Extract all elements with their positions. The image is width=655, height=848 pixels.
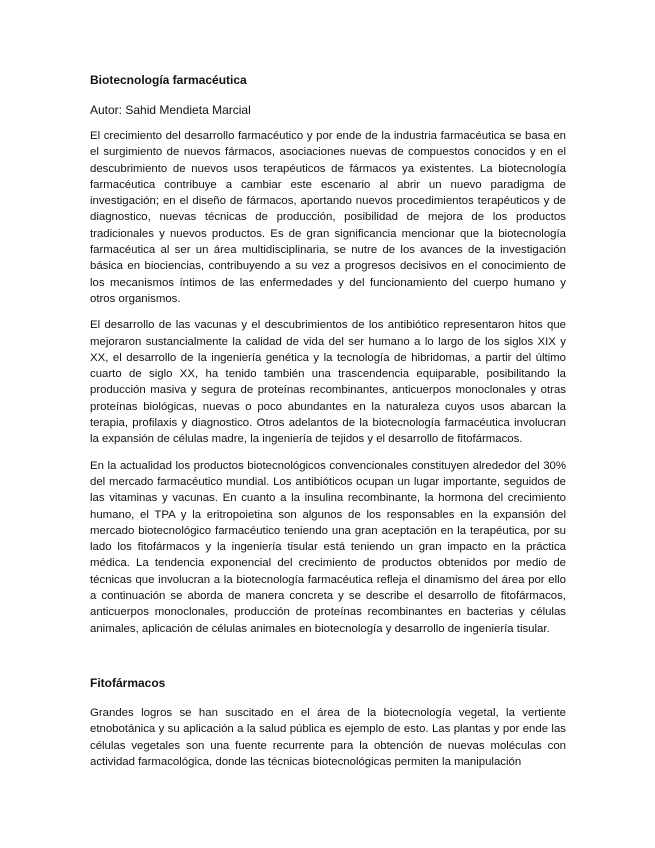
paragraph-fitofarmacos: Grandes logros se han suscitado en el área de la biotecnología vegetal, la vertiente etnobotánica y su aplicación a la salud pública es ejemplo de esto. Las plantas y por ende las células vegetales son una fuente recurrente para la obtención de nuevas moléculas con actividad farmacológica, donde las técnicas biotecnológicas permiten la manipulación <box>90 706 566 768</box>
paragraph-market: En la actualidad los productos biotecnológicos convencionales constituyen alrededor del 30% del mercado farmacéutico mundial. Los antibióticos ocupan un lugar importante, seguidos de las vitaminas y vacunas. En cuanto a la insulina recombinante, la hormona del crecimiento humano, el TPA y la eritropoietina son algunos de los responsables en la expansión del mercado biotecnológico farmacéutico teniendo una gran aceptación en la terapéutica, por su lado los fitofármacos y la ingeniería tisular está teniendo un gran impacto en la práctica médica. La tendencia exponencial del crecimiento de productos obtenidos por medio de técnicas que involucran a la biotecnología farmacéutica refleja el dinamismo del área por ello a continuación se aborda de manera concreta y se describe el desarrollo de fitofármacos, anticuerpos monoclonales, producción de proteínas recombinantes en bacterias y células animales, aplicación de células animales en biotecnología y desarrollo de ingeniería tisular. <box>90 459 566 635</box>
paragraph-intro: El crecimiento del desarrollo farmacéutico y por ende de la industria farmacéutica se basa en el surgimiento de nuevos fármacos, asociaciones nuevas de compuestos conocidos y en el descubrimiento de nuevos usos terapéuticos de fármacos ya existentes. La biotecnología farmacéutica contribuye a cambiar este escenario al abrir un nuevo paradigma de investigación; en el diseño de fármacos, aportando nuevos procedimientos terapéuticos y de diagnostico, nuevas técnicas de producción, posibilidad de mejora de los productos tradicionales y nuevos productos. Es de gran significancia mencionar que la biotecnología farmacéutica al ser un área multidisciplinaria, se nutre de los avances de la investigación básica en biociencias, contribuyendo a su vez a progresos decisivos en el conocimiento de los mecanismos íntimos de las enfermedades y del funcionamiento del cuerpo humano y otros organismos. <box>90 130 566 305</box>
document-author: Autor: Sahid Mendieta Marcial <box>90 103 251 117</box>
section-heading: Fitofármacos <box>90 675 166 690</box>
document-title: Biotecnología farmacéutica <box>90 73 247 87</box>
document-page <box>90 72 566 780</box>
paragraph-vaccines: El desarrollo de las vacunas y el descubrimientos de los antibiótico representaron hitos que mejoraron sustancialmente la calidad de vida del ser humano a lo largo de los siglos XIX y XX, el desarrollo de la ingeniería genética y la tecnología de hibridomas, a partir del último cuarto de siglo XX, ha tenido también una trascendencia equiparable, posibilitando la producción masiva y segura de proteínas recombinantes, anticuerpos monoclonales y otras proteínas biológicas, nuevas o poco abundantes en la naturaleza cuyos usos abarcan la terapia, profilaxis y diagnostico. Otros adelantos de la biotecnología farmacéutica involucran la expansión de células madre, la ingeniería de tejidos y el desarrollo de fitofármacos. <box>90 319 566 446</box>
section-spacer <box>90 647 566 675</box>
